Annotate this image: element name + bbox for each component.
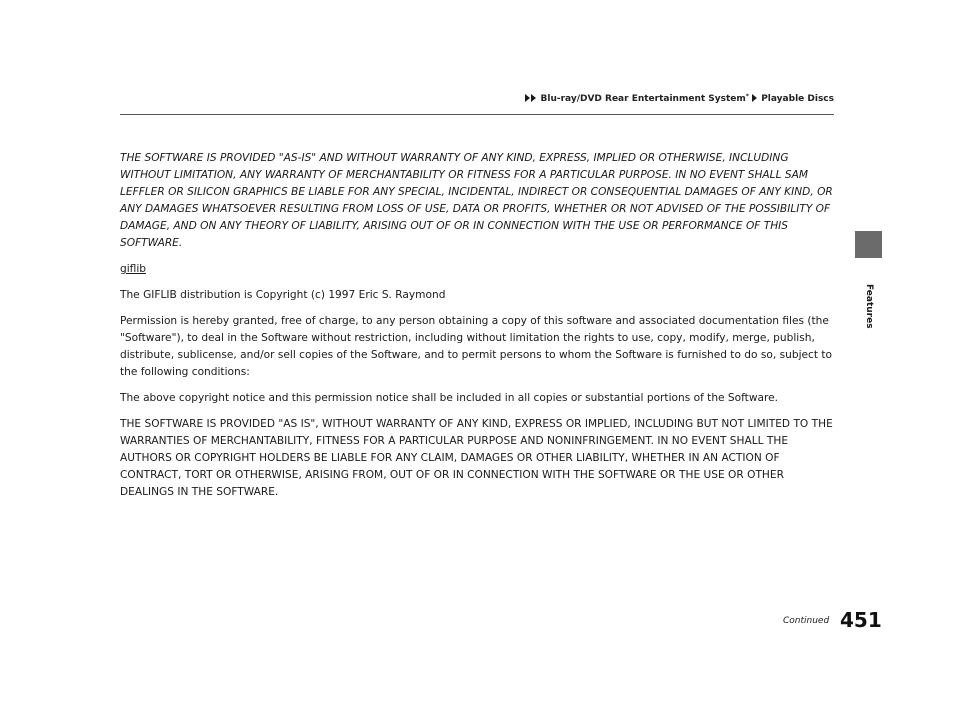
- arrow-icon: [525, 94, 530, 102]
- arrow-icon: [752, 94, 757, 102]
- notice-paragraph: The above copyright notice and this permission notice shall be included in all copies or substantial portions of the Software.: [120, 392, 778, 404]
- disclaimer-paragraph: THE SOFTWARE IS PROVIDED "AS-IS" AND WITHOUT WARRANTY OF ANY KIND, EXPRESS, IMPLIED OR OTHERWISE, INCLUDING WITHOUT LIMITATION, ANY WARRANTY OF MERCHANTABILITY OR FITNESS FOR A PARTICULAR PURPOSE. IN NO EVENT SHALL SAM LEFFLER OR SILICON GRAPHICS BE LIABLE FOR ANY SPECIAL, INCIDENTAL, INDIRECT OR CONSEQUENTIAL DAMAGES OF ANY KIND, OR ANY DAMAGES WHATSOEVER RESULTING FROM LOSS OF USE, DATA OR PROFITS, WHETHER OR NOT ADVISED OF THE POSSIBILITY OF DAMAGE, AND ON ANY THEORY OF LIABILITY, ARISING OUT OF OR IN CONNECTION WITH THE USE OR PERFORMANCE OF THIS SOFTWARE.: [120, 152, 833, 249]
- continued-label: Continued: [783, 616, 830, 626]
- side-tab-marker: [855, 231, 882, 258]
- side-tab-label: Features: [864, 284, 874, 329]
- header-divider: [120, 114, 834, 115]
- breadcrumb: [0, 93, 834, 104]
- breadcrumb-item: Playable Discs: [761, 94, 834, 104]
- breadcrumb-item: Blu-ray/DVD Rear Entertainment System: [540, 94, 746, 104]
- disclaimer-paragraph: THE SOFTWARE IS PROVIDED "AS IS", WITHOUT WARRANTY OF ANY KIND, EXPRESS OR IMPLIED, INCLUDING BUT NOT LIMITED TO THE WARRANTIES OF MERCHANTABILITY, FITNESS FOR A PARTICULAR PURPOSE AND NONINFRINGEMENT. IN NO EVENT SHALL THE AUTHORS OR COPYRIGHT HOLDERS BE LIABLE FOR ANY CLAIM, DAMAGES OR OTHER LIABILITY, WHETHER IN AN ACTION OF CONTRACT, TORT OR OTHERWISE, ARISING FROM, OUT OF OR IN CONNECTION WITH THE SOFTWARE OR THE USE OR OTHER DEALINGS IN THE SOFTWARE.: [120, 418, 833, 498]
- permission-paragraph: Permission is hereby granted, free of charge, to any person obtaining a copy of this software and associated documentation files (the "Software"), to deal in the Software without restriction, including without limitation the rights to use, copy, modify, merge, publish, distribute, sublicense, and/or sell copies of the Software, and to permit persons to whom the Software is furnished to do so, subject to the following conditions:: [120, 315, 833, 378]
- page-content: [120, 150, 836, 510]
- copyright-paragraph: The GIFLIB distribution is Copyright (c) 1997 Eric S. Raymond: [120, 289, 446, 301]
- footnote-marker: *: [745, 93, 749, 100]
- page-number: 451: [840, 608, 882, 632]
- arrow-icon: [531, 94, 536, 102]
- section-heading: giflib: [120, 263, 147, 275]
